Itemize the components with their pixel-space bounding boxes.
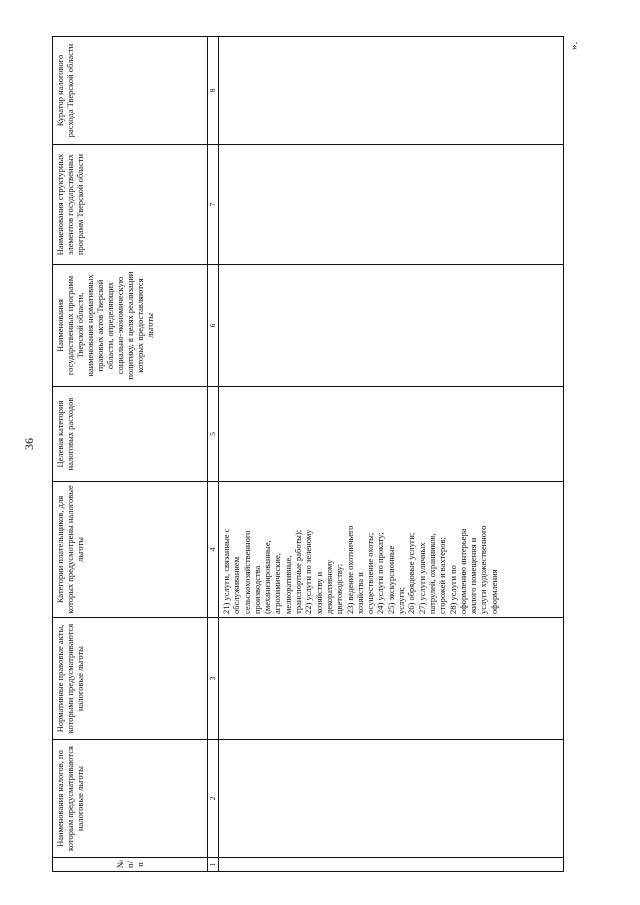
category-line: транспортные работы); bbox=[293, 529, 304, 614]
header-cell-tax-names: Наименования налогов, по которым предусматриваются налоговые льготы bbox=[53, 740, 208, 858]
table-header-row bbox=[53, 37, 208, 872]
column-number: 4 bbox=[208, 482, 219, 618]
category-line: мелиоративные, bbox=[282, 555, 293, 614]
category-line: декоративному bbox=[323, 559, 334, 614]
row-cell-number bbox=[219, 858, 564, 872]
column-number: 2 bbox=[208, 740, 219, 858]
header-cell-number: № п/п bbox=[53, 858, 208, 872]
category-line: 24) услуги по прокату; bbox=[375, 532, 386, 614]
category-line: услуги; bbox=[396, 587, 407, 614]
category-line: хозяйства и bbox=[354, 572, 365, 614]
page-number: 36 bbox=[22, 438, 36, 450]
column-number: 1 bbox=[208, 858, 219, 872]
category-line: патрулей, охранников, bbox=[426, 533, 437, 614]
category-line: оформления bbox=[488, 569, 499, 614]
row-cell-payer-categories bbox=[219, 482, 564, 618]
row-cell-target-category bbox=[219, 387, 564, 482]
category-line: 28) услуги по bbox=[447, 565, 458, 614]
category-line: 26) обрядовые услуги; bbox=[406, 532, 417, 614]
header-cell-payer-categories: Категории плательщиков, для которых предусмотрены налоговые льготы bbox=[53, 482, 208, 618]
column-number: 7 bbox=[208, 145, 219, 265]
category-line: сторожей и вахтеров; bbox=[437, 537, 448, 614]
tax-expenditure-table-rotated bbox=[52, 37, 564, 872]
row-cell-legal-acts bbox=[219, 618, 564, 740]
category-line: (механизированные, bbox=[262, 540, 273, 614]
header-cell-state-programs: Наименования государственных программ Тверской области, наименования нормативных правовых актов Тверской области, определяющих социально-экономическую политику, в целях реализации которых предоставляются льготы bbox=[53, 265, 208, 387]
row-cell-tax-names bbox=[219, 740, 564, 858]
category-line: агрохимические, bbox=[272, 553, 283, 614]
row-cell-state-programs bbox=[219, 265, 564, 387]
column-number: 5 bbox=[208, 387, 219, 482]
table-row bbox=[219, 37, 564, 872]
header-cell-structural-elements: Наименования структурных элементов государственных программ Тверской области bbox=[53, 145, 208, 265]
category-line: цветоводству; bbox=[334, 563, 345, 614]
header-cell-target-category: Целевая категория налоговых расходов bbox=[53, 387, 208, 482]
category-line: обслуживанием bbox=[231, 556, 242, 614]
tax-expenditure-table bbox=[52, 36, 564, 872]
category-line: оформлению интерьера bbox=[457, 528, 468, 614]
header-cell-curator: Куратор налогового расхода Тверской области bbox=[53, 37, 208, 145]
category-line: 22) услуги по зеленому bbox=[303, 529, 314, 614]
column-number: 8 bbox=[208, 37, 219, 145]
category-line: жилого помещения и bbox=[468, 537, 479, 614]
header-cell-legal-acts: Нормативные правовые акты, которыми предусматриваются налоговые льготы bbox=[53, 618, 208, 740]
column-number: 3 bbox=[208, 618, 219, 740]
category-line: 23) ведение охотничьего bbox=[344, 525, 355, 614]
category-line: сельскохозяйственного bbox=[241, 530, 252, 614]
category-line: 25) экскурсионные bbox=[385, 545, 396, 614]
column-number: 6 bbox=[208, 265, 219, 387]
category-line: производства bbox=[251, 565, 262, 614]
category-line: 27) услуги уличных bbox=[416, 542, 427, 614]
column-number-row bbox=[208, 37, 219, 872]
category-line: хозяйству и bbox=[313, 571, 324, 614]
category-line: услуги художественного bbox=[478, 525, 489, 614]
closing-quote-mark: ». bbox=[568, 41, 580, 50]
row-cell-curator bbox=[219, 37, 564, 145]
category-line: 21) услуги, связанные с bbox=[221, 528, 231, 614]
category-line: осуществление охоты; bbox=[365, 532, 376, 614]
row-cell-structural-elements bbox=[219, 145, 564, 265]
